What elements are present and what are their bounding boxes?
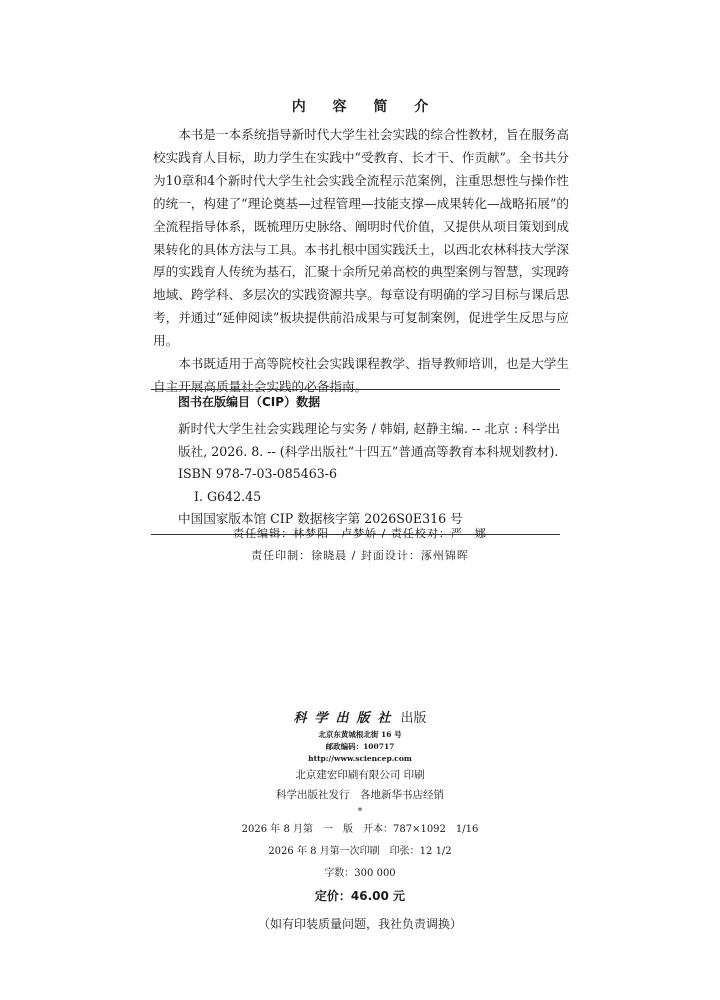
publisher-line: [0, 709, 720, 729]
publish-word: 出版: [400, 711, 427, 726]
credits-production: 责任印制：徐晓晨 / 封面设计：涿州锦晖: [251, 549, 469, 562]
intro-body: [153, 124, 569, 399]
cip-block: [151, 389, 560, 535]
intro-paragraph-1: 本书是一本系统指导新时代大学生社会实践的综合性教材，旨在服务高校实践育人目标，助力学生在实践中“受教育、长才干、作贡献”。全书共分为10章和4个新时代大学生社会实践全流程示范案例，注重思想性与操作性的统一，构建了“理论奠基—过程管理—技能支撑—成果转化—战略拓展”的全流程指导体系，既梳理历史脉络、阐明时代价值，又提供从项目策划到成果转化的具体方法与工具。本书扎根中国实践沃土，以西北农林科技大学深厚的实践育人传统为基石，汇聚十余所兄弟高校的典型案例与智慧，实现跨地域、跨学科、多层次的实践资源共享。每章设有明确的学习目标与课后思考，并通过“延伸阅读”板块提供前沿成果与可复制案例，促进学生反思与应用。: [153, 127, 569, 349]
word-count: 字数：300 000: [324, 868, 396, 879]
cip-top-rule: [151, 389, 560, 390]
publisher-website: http://www.sciencep.com: [308, 754, 412, 763]
publisher-postcode: 邮政编码：100717: [325, 742, 395, 751]
edition-line: 2026 年 8 月第 一 版 开本：787×1092 1/16: [241, 824, 479, 835]
cip-isbn: ISBN 978-7-03-085463-6: [178, 466, 338, 482]
publisher-address: 北京东黄城根北街 16 号: [318, 730, 402, 739]
intro-paragraph-2: 本书既适用于高等院校社会实践课程教学、指导教师培训，也是大学生自主开展高质量社会实践的必备指南。: [153, 356, 569, 394]
cip-title-line: 新时代大学生社会实践理论与实务 / 韩娟, 赵静主编. -- 北京 : 科学出版社, 2026. 8. -- (科学出版社“十四五”普通高等教育本科规划教材).: [178, 421, 560, 459]
separator-star: *: [357, 807, 363, 817]
quality-notice: （如有印装质量问题，我社负责调换）: [257, 917, 462, 931]
printing-line: 2026 年 8 月第一次印刷 印张：12 1/2: [268, 846, 452, 857]
cip-classification: Ⅰ. G642.45: [194, 488, 262, 504]
publisher-info: [0, 709, 720, 939]
cip-heading: 图书在版编目（CIP）数据: [178, 395, 321, 409]
cip-body: [151, 418, 560, 531]
cip-data-number: 中国国家版本馆 CIP 数据核字第 2026S0E316 号: [178, 511, 463, 527]
intro-title: 内 容 简 介: [291, 99, 440, 115]
credits: [0, 523, 720, 567]
distribution-line: 科学出版社发行 各地新华书店经销: [276, 789, 444, 801]
price: 定价：46.00 元: [314, 889, 406, 903]
publisher-logo-text: 科学出版社: [293, 711, 399, 726]
credits-editors: 责任编辑：林梦阳 卢梦娇 / 责任校对：严 娜: [233, 527, 487, 540]
printer-line: 北京建宏印刷有限公司 印刷: [295, 769, 425, 781]
